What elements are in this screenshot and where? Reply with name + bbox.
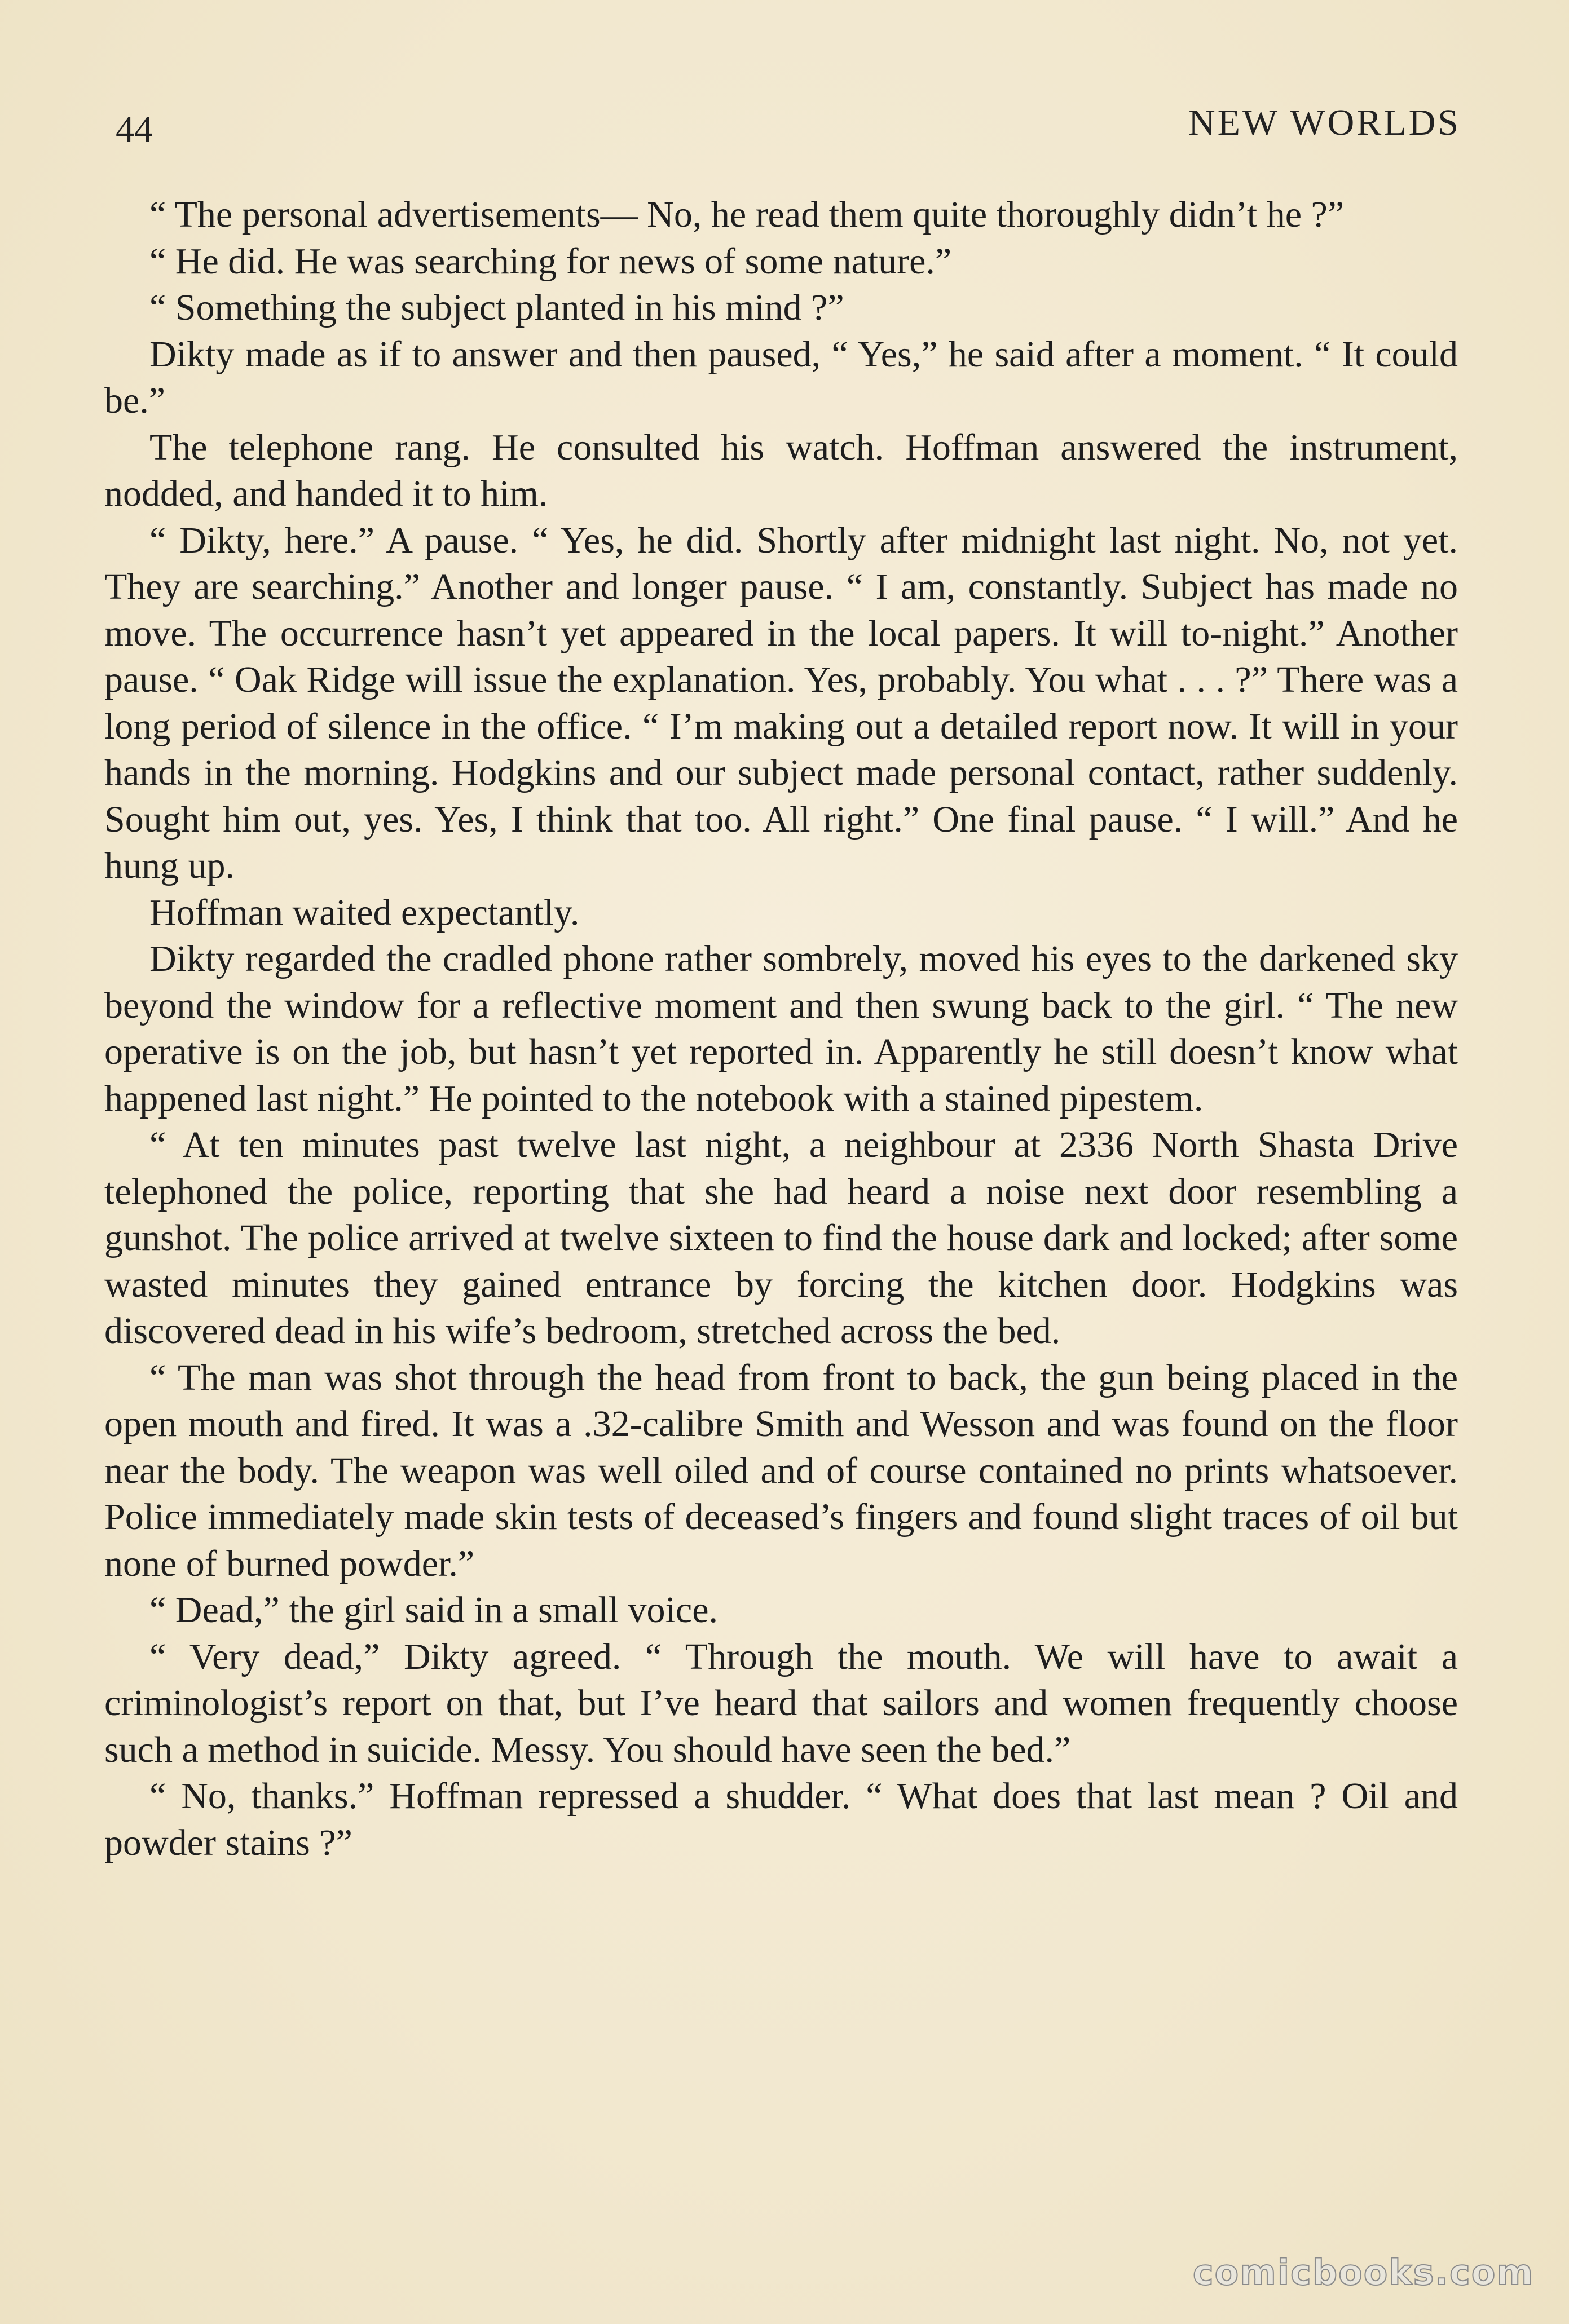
- paragraph: “ The man was shot through the head from front to back, the gun being placed in the open mouth and fired. It was a .32-calibre Smith and Wesson and was found on the floor near the body. The weapon was well oiled and of course contained no prints whatsoever. Police immediately made skin tests of deceased’s fingers and found slight traces of oil but none of burned powder.”: [104, 1357, 1458, 1584]
- paragraph: “ Very dead,” Dikty agreed. “ Through the mouth. We will have to await a criminologist’s report on that, but I’ve heard that sailors and women frequently choose such a method in suicide. Messy. You should have seen the bed.”: [104, 1636, 1458, 1770]
- paragraph: Hoffman waited expectantly.: [149, 891, 580, 933]
- page-header: [116, 101, 1461, 152]
- page-number: 44: [116, 109, 153, 150]
- paragraph: “ Dikty, here.” A pause. “ Yes, he did. Shortly after midnight last night. No, not yet. They are searching.” Another and longer pause. “ I am, constantly. Subject has made no move. The occurrence hasn’t yet appeared in the local papers. It will to-night.” Another pause. “ Oak Ridge will issue the explanation. Yes, probably. You what . . . ?” There was a long period of silence in the office. “ I’m making out a detailed report now. It will in your hands in the morning. Hodgkins and our subject made personal contact, rather suddenly. Sought him out, yes. Yes, I think that too. All right.” One final pause. “ I will.” And he hung up.: [104, 519, 1458, 886]
- paragraph: Dikty regarded the cradled phone rather sombrely, moved his eyes to the darkened sky beyond the window for a reflective moment and then swung back to the girl. “ The new operative is on the job, but hasn’t yet reported in. Apparently he still doesn’t know what happened last night.” He pointed to the notebook with a stained pipestem.: [104, 938, 1458, 1119]
- paragraph: “ At ten minutes past twelve last night, a neighbour at 2336 North Shasta Drive telephoned the police, reporting that she had heard a noise next door resembling a gunshot. The police arrived at twelve sixteen to find the house dark and locked; after some wasted minutes they gained entrance by forcing the kitchen door. Hodgkins was discovered dead in his wife’s bedroom, stretched across the bed.: [104, 1124, 1458, 1351]
- paragraph: “ Something the subject planted in his mind ?”: [149, 287, 844, 328]
- paragraph: The telephone rang. He consulted his watch. Hoffman answered the instrument, nodded, and handed it to him.: [104, 426, 1458, 514]
- running-head: NEW WORLDS: [1188, 102, 1461, 143]
- paragraph: “ No, thanks.” Hoffman repressed a shudder. “ What does that last mean ? Oil and powder stains ?”: [104, 1775, 1458, 1863]
- paragraph: “ He did. He was searching for news of some nature.”: [149, 240, 952, 282]
- watermark: comicbooks.com: [1192, 2252, 1534, 2293]
- paragraph: “ The personal advertisements— No, he read them quite thoroughly didn’t he ?”: [149, 194, 1345, 235]
- paragraph: Dikty made as if to answer and then paused, “ Yes,” he said after a moment. “ It could be.”: [104, 333, 1458, 421]
- body-text: [104, 192, 1458, 1866]
- paragraph: “ Dead,” the girl said in a small voice.: [149, 1589, 718, 1631]
